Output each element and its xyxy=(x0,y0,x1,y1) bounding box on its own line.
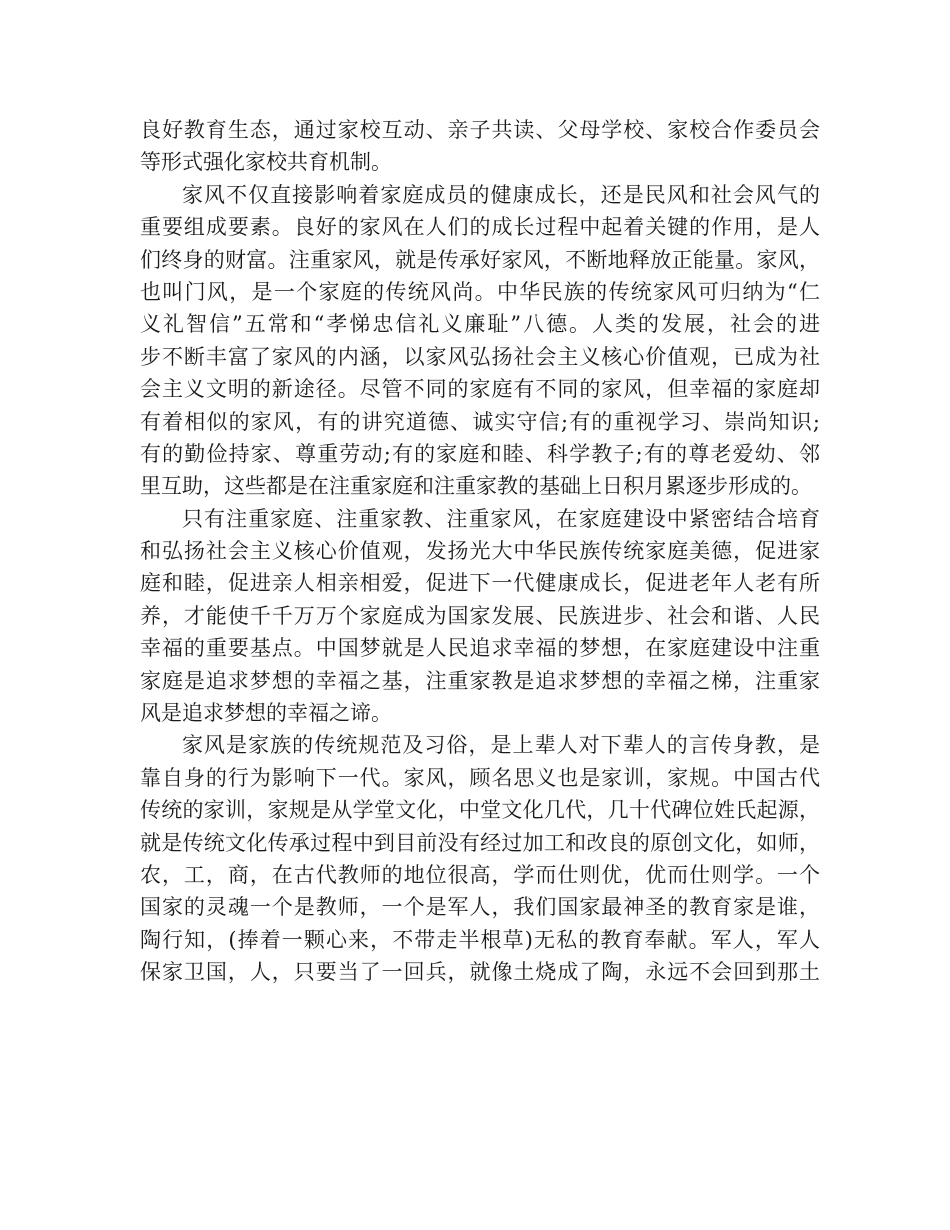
text-line: 靠自身的行为影响下一代。家风，顾名思义也是家训，家规。中国古代 xyxy=(140,765,820,790)
text-line: 和弘扬社会主义核心价值观，发扬光大中华民族传统家庭美德，促进家 xyxy=(140,539,820,564)
text-line: 重要组成要素。良好的家风在人们的成长过程中起着关键的作用，是人 xyxy=(140,215,820,240)
text-line: 幸福的重要基点。中国梦就是人民追求幸福的梦想，在家庭建设中注重 xyxy=(140,636,820,661)
text-line: 就是传统文化传承过程中到目前没有经过加工和改良的原创文化，如师， xyxy=(140,830,820,855)
text-line: 只有注重家庭、注重家教、注重家风，在家庭建设中紧密结合培育 xyxy=(182,506,820,531)
text-line: 风是追求梦想的幸福之谛。 xyxy=(140,701,392,726)
text-line: 传统的家训，家规是从学堂文化，中堂文化几代，几十代碑位姓氏起源， xyxy=(140,798,820,823)
text-line: 步不断丰富了家风的内涵，以家风弘扬社会主义核心价值观，已成为社 xyxy=(140,344,820,369)
text-line: 庭和睦，促进亲人相亲相爱，促进下一代健康成长，促进老年人老有所 xyxy=(140,571,820,596)
text-line: 里互助，这些都是在注重家庭和注重家教的基础上日积月累逐步形成的。 xyxy=(140,474,812,499)
text-line: 家庭是追求梦想的幸福之基，注重家教是追求梦想的幸福之梯，注重家 xyxy=(140,668,820,693)
text-line: 国家的灵魂一个是教师，一个是军人，我们国家最神圣的教育家是谁， xyxy=(140,895,820,920)
text-line: 等形式强化家校共育机制。 xyxy=(140,150,392,175)
text-line: 们终身的财富。注重家风，就是传承好家风，不断地释放正能量。家风， xyxy=(140,247,820,272)
text-line: 陶行知，(捧着一颗心来，不带走半根草)无私的教育奉献。军人，军人 xyxy=(140,927,820,952)
text-line: 保家卫国，人，只要当了一回兵，就像土烧成了陶，永远不会回到那土 xyxy=(140,960,820,985)
text-line: 义礼智信”五常和“孝悌忠信礼义廉耻”八德。人类的发展，社会的进 xyxy=(140,312,820,337)
body-text xyxy=(140,114,820,989)
text-line: 会主义文明的新途径。尽管不同的家庭有不同的家风，但幸福的家庭却 xyxy=(140,377,820,402)
text-line: 有着相似的家风，有的讲究道德、诚实守信;有的重视学习、崇尚知识; xyxy=(140,409,820,434)
text-line: 农，工，商，在古代教师的地位很高，学而仕则优，优而仕则学。一个 xyxy=(140,862,820,887)
text-line: 家风不仅直接影响着家庭成员的健康成长，还是民风和社会风气的 xyxy=(182,182,820,207)
text-line: 家风是家族的传统规范及习俗，是上辈人对下辈人的言传身教，是 xyxy=(182,733,820,758)
text-line: 良好教育生态，通过家校互动、亲子共读、父母学校、家校合作委员会 xyxy=(140,118,820,142)
text-line: 也叫门风，是一个家庭的传统风尚。中华民族的传统家风可归纳为“仁 xyxy=(140,279,820,304)
text-line: 有的勤俭持家、尊重劳动;有的家庭和睦、科学教子;有的尊老爱幼、邻 xyxy=(140,441,820,466)
text-line: 养，才能使千千万万个家庭成为国家发展、民族进步、社会和谐、人民 xyxy=(140,603,820,628)
